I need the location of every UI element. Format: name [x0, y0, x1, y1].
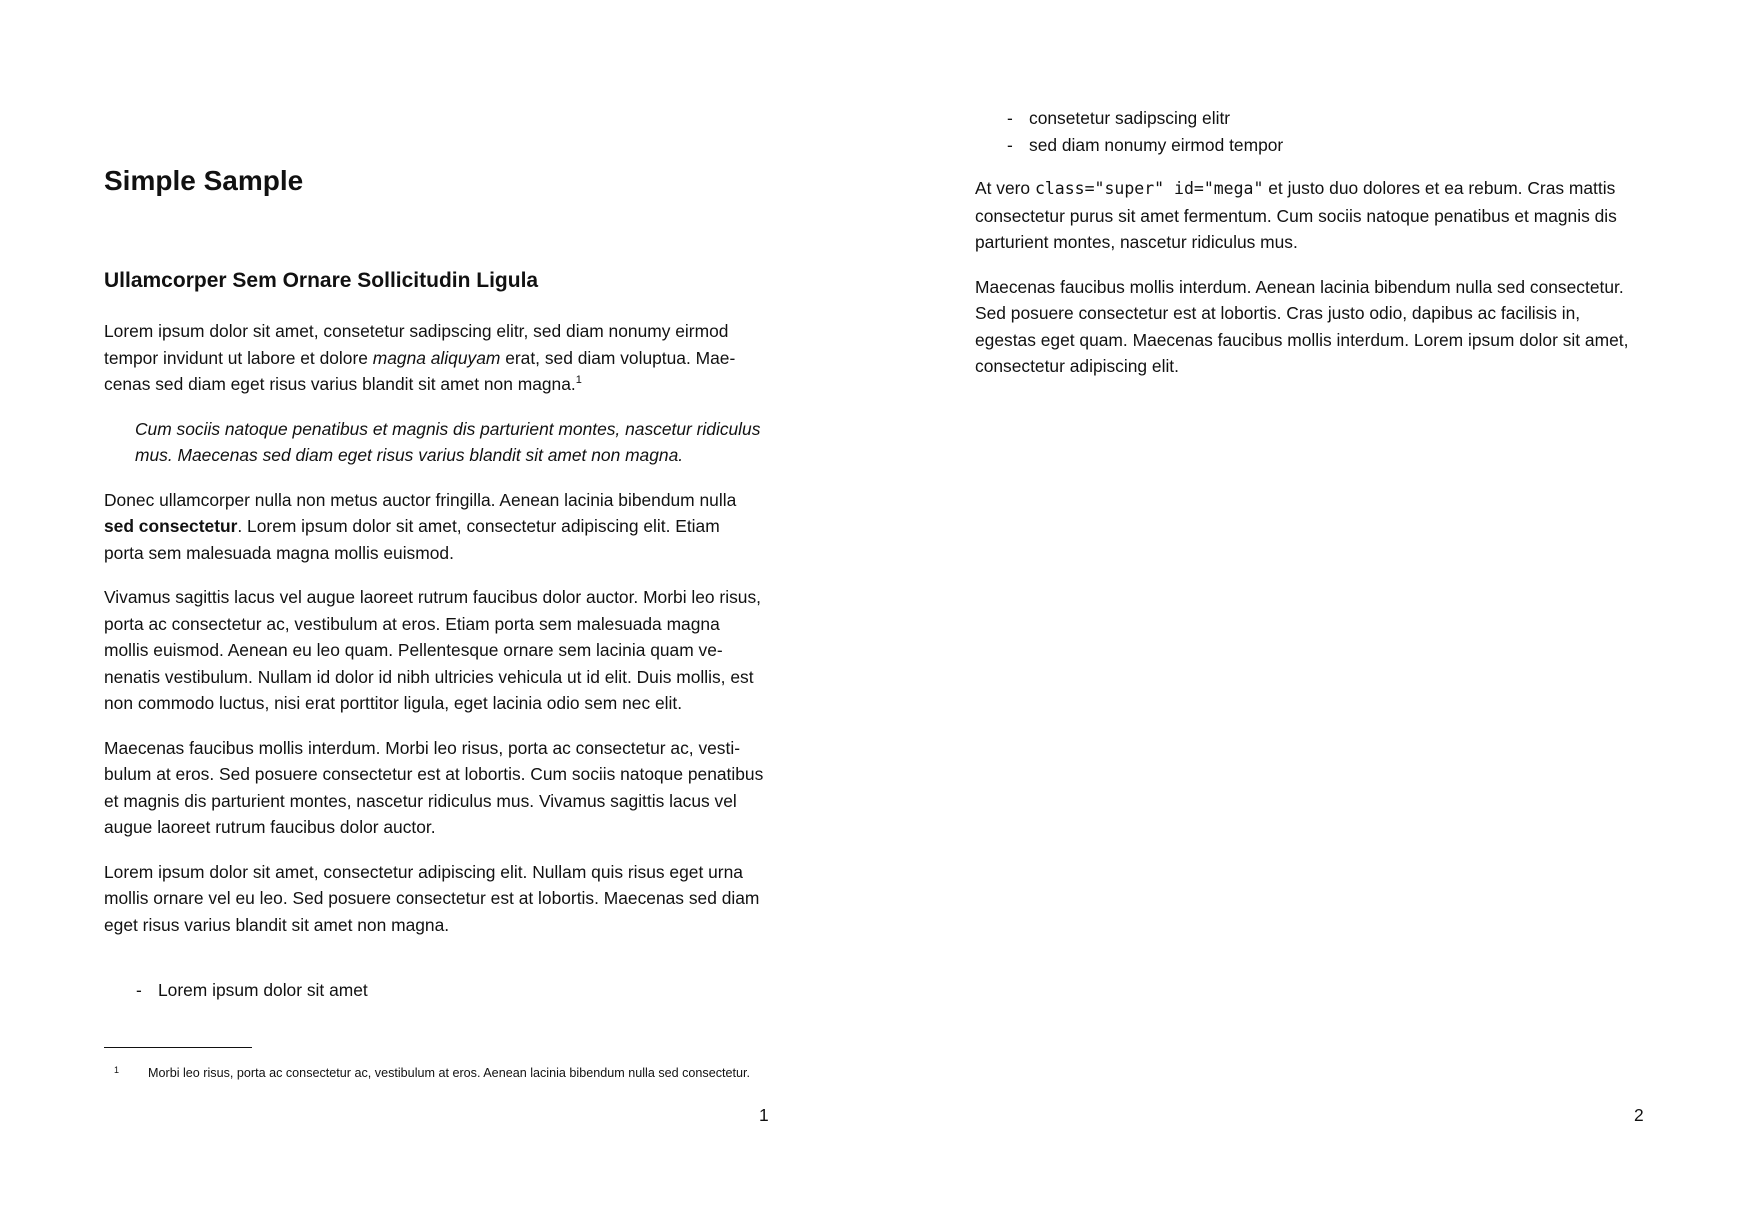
- emphasis-text: magna aliquyam: [372, 347, 501, 368]
- paragraph-7: Maecenas faucibus mollis interdum. Aenean lacinia bibendum nulla sed consectetur. Sed posuere consectetur est at lobortis. Cras justo odio, dapibus ac facilisis in, egestas eget quam. Maecenas faucibus mollis interdum. Lorem ipsum dolor sit amet, consectetur adipiscing elit.: [975, 276, 1629, 376]
- page-2: [870, 0, 1740, 1230]
- paragraph-6: At vero class="super" id="mega" et justo duo dolores et ea rebum. Cras mattis consectetur purus sit amet fermentum. Cum sociis natoque penatibus et magnis dis parturient montes, nascetur ridiculus mus.: [975, 178, 1617, 252]
- section-heading: Ullamcorper Sem Ornare Sollicitudin Ligula: [104, 269, 539, 292]
- paragraph-3: Vivamus sagittis lacus vel augue laoreet rutrum faucibus dolor auctor. Morbi leo risus, porta ac consectetur ac, vestibulum at eros. Etiam porta sem malesuada magna mollis euismod. Aenean eu leo quam. Pellentesque ornare sem lacinia quam venenatis vestibulum. Nullam id dolor id nibh ultricies vehicula ut id elit. Duis mollis, est non commodo luctus, nisi erat porttitor ligula, eget lacinia odio sem nec elit.: [104, 587, 761, 713]
- dash-bullet: -: [1007, 134, 1013, 155]
- inline-code: class="super" id="mega": [1034, 179, 1264, 198]
- list-item: - Lorem ipsum dolor sit amet: [136, 977, 764, 1004]
- footnote-reference[interactable]: 1: [575, 374, 582, 387]
- page-number: 1: [759, 1105, 769, 1125]
- footnote: [104, 1064, 772, 1082]
- page-number: 2: [1634, 1105, 1644, 1125]
- bold-text: sed consectetur: [104, 516, 238, 536]
- dash-bullet: -: [1007, 108, 1013, 128]
- page-1-body: [104, 318, 764, 956]
- paragraph-4: Maecenas faucibus mollis interdum. Morbi leo risus, porta ac consectetur ac, vestibulum at eros. Sed posuere consectetur est at lobortis. Cum sociis natoque penatibus et magnis dis parturient montes, nascetur ridiculus mus. Vivamus sagittis lacus vel augue laoreet rutrum faucibus dolor auctor.: [104, 737, 764, 837]
- paragraph-1: Lorem ipsum dolor sit amet, consetetur sadipscing elitr, sed diam nonumy eirmod tempor invidunt ut labore et dolore magna aliquyam erat, sed diam voluptua. Maecenas sed diam eget risus varius blandit sit amet non magna.$^1$: [104, 321, 736, 394]
- paragraph-2: Donec ullamcorper nulla non metus auctor fringilla. Aenean lacinia bibendum nulla sed consectetur. Lorem ipsum dolor sit amet, consectetur adipiscing elit. Etiam porta sem malesuada magna mollis euismod.: [104, 489, 737, 563]
- page-2-body: [975, 175, 1635, 398]
- footnote-divider: [104, 1047, 252, 1048]
- footnote-text: Morbi leo risus, porta ac consectetur ac, vestibulum at eros. Aenean lacinia bibendum nulla sed consectetur.: [148, 1066, 751, 1080]
- bullet-list-1: [104, 977, 764, 1004]
- paragraph-5: Lorem ipsum dolor sit amet, consectetur adipiscing elit. Nullam quis risus eget urna mollis ornare vel eu leo. Sed posuere consectetur est at lobortis. Maecenas sed diam eget risus varius blandit sit amet non magna.: [104, 861, 760, 935]
- list-item: - consetetur sadipscing elitr: [1007, 105, 1635, 132]
- dash-bullet: -: [136, 980, 142, 1000]
- document-title: Simple Sample: [104, 165, 304, 196]
- block-quote: Cum sociis natoque penatibus et magnis dis parturient montes, nascetur ridiculus mus. Maecenas sed diam eget risus varius blandit sit amet non magna.: [135, 418, 761, 465]
- footnote-mark: 1: [114, 1065, 120, 1075]
- list-item: - sed diam nonumy eirmod tempor: [1007, 132, 1635, 159]
